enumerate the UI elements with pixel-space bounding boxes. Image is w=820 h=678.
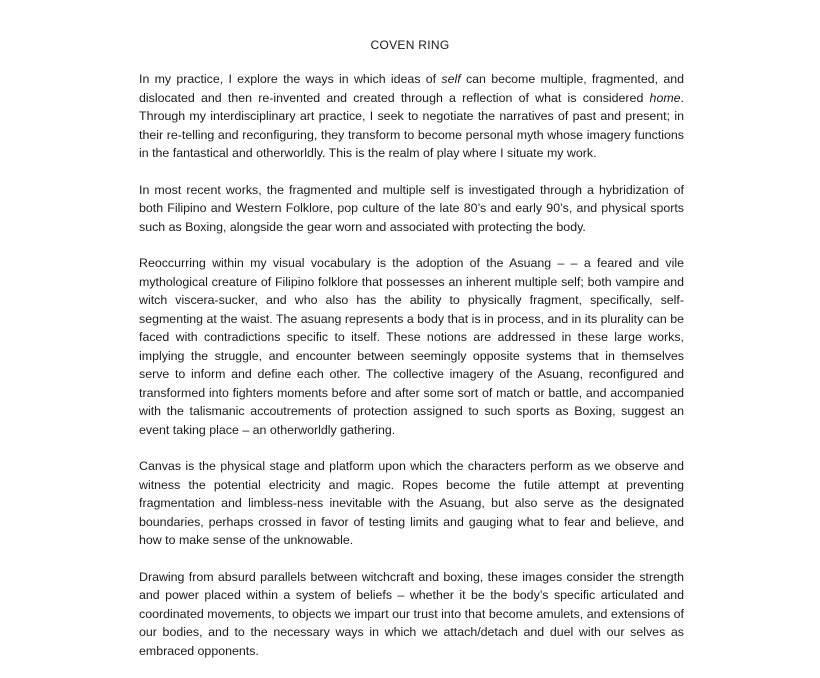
italic-text: self <box>441 72 461 86</box>
text-run: Drawing from absurd parallels between witchcraft and boxing, these images consider the strength and power placed within a system of beliefs – whether it be the body’s specific articulated and coordinated movements, to objects we impart our trust into that become amulets, and extensions of our bodies, and to the necessary ways in which we attach/detach and duel with our selves as embraced opponents. <box>139 569 684 658</box>
text-run: In most recent works, the fragmented and multiple self is investigated through a hybridization of both Filipino and Western Folklore, pop culture of the late 80’s and early 90’s, and physical sports such as Boxing, alongside the gear worn and associated with protecting the body. <box>139 182 684 234</box>
text-run: In my practice, I explore the ways in which ideas of <box>139 72 442 86</box>
italic-text: home <box>649 90 681 105</box>
text-run: Reoccurring within my visual vocabulary is the adoption of the Asuang – – a feared and vile mythological creature of Filipino folklore that possesses an inherent multiple self; both vampire and witch viscera-sucker, and who also has the ability to physically fragment, specifically, self-segmenting at the waist. The asuang represents a body that is in process, and in its plurality can be faced with contradictions specific to itself. These notions are addressed in these large works, implying the struggle, and encounter between seemingly opposite systems that in themselves serve to inform and define each other. The collective imagery of the Asuang, reconfigured and transformed into fighters moments before and after some sort of match or battle, and accompanied with the talismanic accoutrements of protection assigned to such sports as Boxing, suggest an event taking place – an otherworldly gathering. <box>139 256 684 437</box>
document-title: COVEN RING <box>370 38 450 52</box>
paragraph <box>139 457 684 550</box>
text-run: Canvas is the physical stage and platform upon which the characters perform as we observe and witness the potential electricity and magic. Ropes become the futile attempt at preventing fragmentation and limbless-ness inevitable with the Asuang, but also serve as the designated boundaries, perhaps crossed in favor of testing limits and gauging what to fear and believe, and how to make sense of the unknowable. <box>139 459 684 547</box>
text-run: can become multiple, fragmented, and dislocated and then re-invented and created through a reflection of what is considered <box>139 72 684 105</box>
paragraph <box>139 181 684 237</box>
document-body <box>139 70 684 678</box>
paragraph <box>139 70 684 163</box>
text-run: . Through my interdisciplinary art practice, I seek to negotiate the narratives of past and present; in their re-telling and reconfiguring, they transform to become personal myth whose imagery functions in the fantastical and otherworldly. This is the realm of play where I situate my work. <box>139 90 684 160</box>
paragraph <box>139 254 684 439</box>
paragraph <box>139 568 684 661</box>
